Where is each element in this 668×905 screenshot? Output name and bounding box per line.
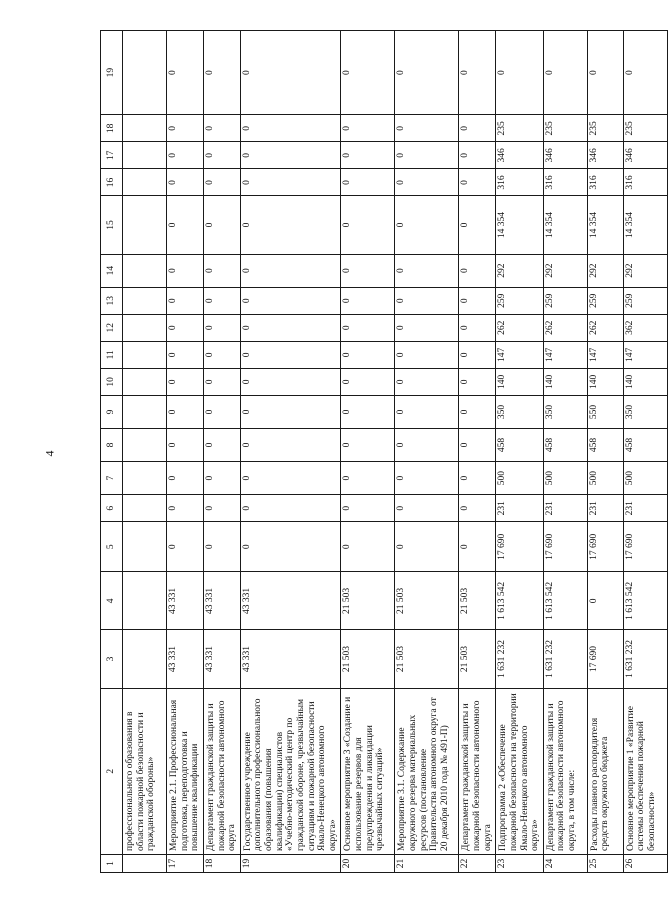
table-row: [543, 31, 587, 873]
value-cell: 0: [240, 169, 341, 196]
value-cell: 0: [240, 196, 341, 254]
value-cell: 140: [496, 368, 544, 395]
value-cell: 21 503: [459, 572, 496, 630]
column-header-11: 11: [101, 341, 123, 368]
value-cell: 0: [395, 314, 459, 341]
column-header-17: 17: [101, 142, 123, 169]
value-cell: 0: [341, 196, 395, 254]
value-cell: 500: [587, 462, 623, 495]
value-cell: 0: [395, 522, 459, 572]
column-header-18: 18: [101, 115, 123, 142]
value-cell: 1 631 232: [623, 630, 667, 688]
value-cell: 0: [203, 169, 240, 196]
value-cell: 350: [543, 395, 587, 428]
budget-table: [100, 30, 668, 873]
value-cell: 0: [496, 31, 544, 115]
table-header-row: [101, 31, 123, 873]
value-cell: 0: [459, 495, 496, 522]
value-cell: 316: [587, 169, 623, 196]
row-number-cell: 17: [167, 854, 204, 872]
value-cell: 0: [167, 429, 204, 462]
value-cell: 0: [395, 142, 459, 169]
value-cell: [123, 368, 167, 395]
value-cell: 259: [496, 287, 544, 314]
column-header-3: 3: [101, 630, 123, 688]
column-header-12: 12: [101, 314, 123, 341]
row-description-cell: Основное мероприятие 1 «Развитие системы обеспечения пожарной безопасности»: [623, 688, 667, 854]
value-cell: 0: [543, 31, 587, 115]
value-cell: 147: [543, 341, 587, 368]
page-number: 4: [42, 450, 57, 457]
table-row: [395, 31, 459, 873]
value-cell: 0: [341, 462, 395, 495]
value-cell: 0: [395, 169, 459, 196]
column-header-10: 10: [101, 368, 123, 395]
value-cell: [123, 495, 167, 522]
value-cell: 0: [459, 522, 496, 572]
value-cell: 0: [167, 31, 204, 115]
row-number-cell: 18: [203, 854, 240, 872]
value-cell: 0: [459, 341, 496, 368]
value-cell: 0: [395, 341, 459, 368]
value-cell: 17 690: [543, 522, 587, 572]
value-cell: 0: [203, 495, 240, 522]
value-cell: 0: [240, 31, 341, 115]
row-description-cell: Расходы главного распорядителя средств окружного бюджета: [587, 688, 623, 854]
value-cell: 458: [587, 429, 623, 462]
row-number-cell: 20: [341, 854, 395, 872]
value-cell: 0: [341, 254, 395, 287]
value-cell: 14 354: [587, 196, 623, 254]
value-cell: 458: [543, 429, 587, 462]
value-cell: 21 503: [341, 630, 395, 688]
value-cell: 0: [167, 495, 204, 522]
value-cell: 500: [496, 462, 544, 495]
value-cell: 0: [459, 287, 496, 314]
value-cell: 0: [341, 429, 395, 462]
value-cell: [123, 196, 167, 254]
value-cell: [123, 115, 167, 142]
value-cell: 0: [341, 341, 395, 368]
value-cell: 0: [203, 287, 240, 314]
table-row: [623, 31, 667, 873]
value-cell: [123, 341, 167, 368]
value-cell: 0: [167, 115, 204, 142]
table-row: [496, 31, 544, 873]
column-header-6: 6: [101, 495, 123, 522]
value-cell: 0: [240, 287, 341, 314]
value-cell: 147: [496, 341, 544, 368]
value-cell: 0: [203, 196, 240, 254]
value-cell: 316: [496, 169, 544, 196]
value-cell: 0: [459, 31, 496, 115]
value-cell: 0: [395, 115, 459, 142]
row-number-cell: 25: [587, 854, 623, 872]
table-container: [100, 30, 657, 873]
value-cell: 0: [240, 495, 341, 522]
table-row: [240, 31, 341, 873]
value-cell: 0: [459, 314, 496, 341]
row-number-cell: 23: [496, 854, 544, 872]
value-cell: [123, 314, 167, 341]
value-cell: 0: [240, 429, 341, 462]
value-cell: 0: [459, 196, 496, 254]
value-cell: 0: [240, 395, 341, 428]
value-cell: 0: [395, 495, 459, 522]
row-description-cell: Департамент гражданской защиты и пожарной безопасности автономного округа: [459, 688, 496, 854]
row-description-cell: Мероприятие 2.1. Профессиональная подготовка, переподготовка и повышение квалификации: [167, 688, 204, 854]
value-cell: 0: [459, 115, 496, 142]
value-cell: 0: [240, 142, 341, 169]
value-cell: 0: [341, 31, 395, 115]
value-cell: 231: [496, 495, 544, 522]
value-cell: 235: [587, 115, 623, 142]
value-cell: 21 503: [395, 630, 459, 688]
table-row: [587, 31, 623, 873]
column-header-9: 9: [101, 395, 123, 428]
row-number-cell: 26: [623, 854, 667, 872]
value-cell: 43 331: [240, 630, 341, 688]
value-cell: 0: [240, 368, 341, 395]
value-cell: 262: [543, 314, 587, 341]
value-cell: 231: [623, 495, 667, 522]
value-cell: [123, 142, 167, 169]
value-cell: 0: [203, 115, 240, 142]
value-cell: 43 331: [203, 630, 240, 688]
value-cell: 0: [167, 522, 204, 572]
value-cell: 262: [587, 314, 623, 341]
value-cell: 316: [543, 169, 587, 196]
row-number-cell: 22: [459, 854, 496, 872]
value-cell: 0: [240, 254, 341, 287]
value-cell: 0: [341, 287, 395, 314]
value-cell: 17 690: [623, 522, 667, 572]
value-cell: 458: [623, 429, 667, 462]
value-cell: 0: [395, 429, 459, 462]
value-cell: 0: [587, 572, 623, 630]
value-cell: [123, 429, 167, 462]
value-cell: 0: [395, 395, 459, 428]
row-description-cell: Департамент гражданской защиты и пожарной безопасности автономного округа, в том числе:: [543, 688, 587, 854]
value-cell: 500: [623, 462, 667, 495]
value-cell: 0: [459, 254, 496, 287]
value-cell: 500: [543, 462, 587, 495]
value-cell: 0: [459, 395, 496, 428]
value-cell: 0: [341, 495, 395, 522]
value-cell: 43 331: [203, 572, 240, 630]
value-cell: 1 613 542: [623, 572, 667, 630]
row-number-cell: [123, 854, 167, 872]
value-cell: 1 631 232: [496, 630, 544, 688]
value-cell: 0: [623, 31, 667, 115]
value-cell: 21 503: [395, 572, 459, 630]
value-cell: 0: [240, 314, 341, 341]
value-cell: 14 354: [496, 196, 544, 254]
value-cell: 1 613 542: [543, 572, 587, 630]
value-cell: [123, 572, 167, 630]
value-cell: 0: [587, 31, 623, 115]
value-cell: 346: [623, 142, 667, 169]
column-header-1: 1: [101, 854, 123, 872]
value-cell: 0: [167, 254, 204, 287]
value-cell: 21 503: [341, 572, 395, 630]
value-cell: 346: [587, 142, 623, 169]
value-cell: 259: [543, 287, 587, 314]
row-number-cell: 19: [240, 854, 341, 872]
value-cell: [123, 462, 167, 495]
value-cell: 14 354: [623, 196, 667, 254]
value-cell: [123, 254, 167, 287]
value-cell: 140: [623, 368, 667, 395]
value-cell: 0: [341, 314, 395, 341]
value-cell: 0: [459, 429, 496, 462]
value-cell: 0: [167, 314, 204, 341]
value-cell: [123, 522, 167, 572]
value-cell: 0: [203, 429, 240, 462]
value-cell: 0: [395, 196, 459, 254]
value-cell: 140: [543, 368, 587, 395]
value-cell: 0: [203, 142, 240, 169]
value-cell: [123, 169, 167, 196]
value-cell: 0: [341, 395, 395, 428]
value-cell: 292: [623, 254, 667, 287]
value-cell: [123, 395, 167, 428]
value-cell: 43 331: [240, 572, 341, 630]
table-row: [459, 31, 496, 873]
value-cell: 0: [167, 287, 204, 314]
column-header-4: 4: [101, 572, 123, 630]
column-header-8: 8: [101, 429, 123, 462]
table-row: [123, 31, 167, 873]
value-cell: 316: [623, 169, 667, 196]
value-cell: 0: [203, 31, 240, 115]
value-cell: 235: [496, 115, 544, 142]
value-cell: 259: [623, 287, 667, 314]
value-cell: 0: [167, 142, 204, 169]
value-cell: 147: [587, 341, 623, 368]
value-cell: 0: [341, 368, 395, 395]
value-cell: 140: [587, 368, 623, 395]
value-cell: 235: [543, 115, 587, 142]
row-description-cell: Мероприятие 3.1. Содержание окружного резерва материальных ресурсов (постановление Правительства автономного округа от 20 декабря 2010 года № 491-П): [395, 688, 459, 854]
value-cell: 0: [203, 462, 240, 495]
value-cell: 0: [341, 142, 395, 169]
value-cell: 21 503: [459, 630, 496, 688]
value-cell: 0: [240, 115, 341, 142]
column-header-5: 5: [101, 522, 123, 572]
value-cell: 0: [167, 462, 204, 495]
table-row: [203, 31, 240, 873]
value-cell: 350: [496, 395, 544, 428]
row-description-cell: Департамент гражданской защиты и пожарной безопасности автономного округа: [203, 688, 240, 854]
value-cell: 0: [459, 368, 496, 395]
value-cell: 0: [459, 462, 496, 495]
row-description-cell: Основное мероприятие 3 «Создание и использование резервов для предупреждения и ликвидации чрезвычайных ситуаций»: [341, 688, 395, 854]
column-header-15: 15: [101, 196, 123, 254]
value-cell: 0: [240, 341, 341, 368]
value-cell: 550: [587, 395, 623, 428]
row-number-cell: 21: [395, 854, 459, 872]
value-cell: 0: [395, 287, 459, 314]
value-cell: 14 354: [543, 196, 587, 254]
value-cell: 0: [459, 142, 496, 169]
value-cell: [123, 630, 167, 688]
value-cell: 292: [496, 254, 544, 287]
value-cell: 231: [543, 495, 587, 522]
value-cell: 0: [167, 341, 204, 368]
value-cell: 17 690: [587, 630, 623, 688]
value-cell: 362: [623, 314, 667, 341]
column-header-19: 19: [101, 31, 123, 115]
value-cell: 0: [203, 522, 240, 572]
row-description-cell: Государственное учреждение дополнительного профессионального образования (повышения квалификации) специалистов «Учебно-методический центр по гражданской обороне, чрезвычайным ситуациям и пожарной безопасности Ямало-Ненецкого автономного округа»: [240, 688, 341, 854]
value-cell: 43 331: [167, 630, 204, 688]
value-cell: 346: [543, 142, 587, 169]
value-cell: 262: [496, 314, 544, 341]
value-cell: 0: [240, 462, 341, 495]
value-cell: 346: [496, 142, 544, 169]
value-cell: 0: [203, 341, 240, 368]
table-row: [341, 31, 395, 873]
value-cell: 350: [623, 395, 667, 428]
row-number-cell: 24: [543, 854, 587, 872]
value-cell: 0: [167, 395, 204, 428]
value-cell: [123, 287, 167, 314]
value-cell: 0: [203, 314, 240, 341]
value-cell: 0: [167, 368, 204, 395]
column-header-16: 16: [101, 169, 123, 196]
value-cell: 259: [587, 287, 623, 314]
value-cell: 0: [240, 522, 341, 572]
value-cell: 17 690: [496, 522, 544, 572]
value-cell: 1 631 232: [543, 630, 587, 688]
row-description-cell: Подпрограмма 2 «Обеспечение пожарной безопасности на территории Ямало-Ненецкого автономного округа»: [496, 688, 544, 854]
value-cell: 0: [341, 169, 395, 196]
row-description-cell: профессионального образования в области пожарной безопасности и гражданской обороны»: [123, 688, 167, 854]
value-cell: 235: [623, 115, 667, 142]
value-cell: 0: [341, 522, 395, 572]
value-cell: 0: [203, 368, 240, 395]
value-cell: [123, 31, 167, 115]
column-header-7: 7: [101, 462, 123, 495]
value-cell: 231: [587, 495, 623, 522]
value-cell: 0: [341, 115, 395, 142]
column-header-2: 2: [101, 688, 123, 854]
value-cell: 0: [395, 462, 459, 495]
value-cell: 147: [623, 341, 667, 368]
column-header-13: 13: [101, 287, 123, 314]
value-cell: 0: [167, 169, 204, 196]
value-cell: 1 613 542: [496, 572, 544, 630]
value-cell: 0: [203, 254, 240, 287]
table-row: [167, 31, 204, 873]
value-cell: 292: [587, 254, 623, 287]
value-cell: 0: [203, 395, 240, 428]
value-cell: 458: [496, 429, 544, 462]
value-cell: 17 690: [587, 522, 623, 572]
value-cell: 0: [167, 196, 204, 254]
value-cell: 0: [395, 31, 459, 115]
value-cell: 0: [459, 169, 496, 196]
value-cell: 43 331: [167, 572, 204, 630]
value-cell: 0: [395, 368, 459, 395]
column-header-14: 14: [101, 254, 123, 287]
value-cell: 292: [543, 254, 587, 287]
value-cell: 0: [395, 254, 459, 287]
